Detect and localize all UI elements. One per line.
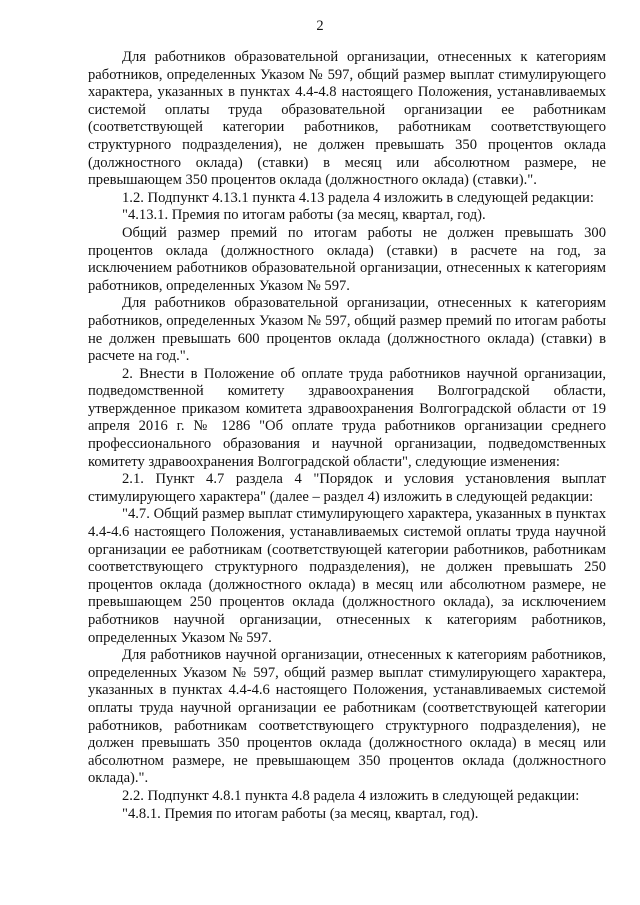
paragraph: Для работников научной организации, отнесенных к категориям работников, определенных Указом № 597, общий размер выплат стимулирующего характера, указанных в пунктах 4.4-4.6 настоящего Положения, устанавливаемых системой оплаты труда научной организации ее работникам (соответствующей категории работников, работникам соответствующего структурного подразделения), не должен превышать 350 процентов оклада (должностного оклада) в месяц или абсолютном размере, не превышающем 350 процентов оклада (должностного оклада).". bbox=[88, 647, 606, 787]
paragraph: 2. Внести в Положение об оплате труда работников научной организации, подведомственной комитету здравоохранения Волгоградской области, утвержденное приказом комитета здравоохранения Волгоградской области от 19 апреля 2016 г. № 1286 "Об оплате труда работников организации среднего профессионального образования и научной организации, подведомственных комитету здравоохранения Волгоградской области", следующие изменения: bbox=[88, 365, 606, 470]
paragraph: 2.2. Подпункт 4.8.1 пункта 4.8 радела 4 изложить в следующей редакции: bbox=[122, 787, 580, 804]
paragraph: "4.8.1. Премия по итогам работы (за месяц, квартал, год). bbox=[122, 805, 479, 822]
paragraph: Общий размер премий по итогам работы не должен превышать 300 процентов оклада (должностного оклада) (ставки) в расчете на год, за исключением работников образовательной организации, отнесенных к категориям работников, определенных Указом № 597. bbox=[88, 224, 606, 294]
document-body bbox=[88, 49, 606, 823]
paragraph: "4.13.1. Премия по итогам работы (за месяц, квартал, год). bbox=[122, 207, 486, 224]
paragraph: Для работников образовательной организации, отнесенных к категориям работников, определенных Указом № 597, общий размер выплат стимулирующего характера, указанных в пунктах 4.4-4.8 настоящего Положения, устанавливаемых системой оплаты труда образовательной организации ее работникам (соответствующей категории работников, работникам соответствующего структурного подразделения), не должен превышать 350 процентов оклада (должностного оклада) (ставки) в месяц или абсолютном размере, не превышающем 350 процентов оклада (должностного оклада) (ставки).". bbox=[88, 49, 606, 189]
paragraph: "4.7. Общий размер выплат стимулирующего характера, указанных в пунктах 4.4-4.6 настоящего Положения, устанавливаемых системой оплаты труда научной организации ее работникам (соответствующей категории работников, работникам соответствующего структурного подразделения), не должен превышать 250 процентов оклада (должностного оклада) в месяц или абсолютном размере, не превышающем 250 процентов оклада (должностного оклада), за исключением работников научной организации, отнесенных к категориям работников, определенных Указом № 597. bbox=[88, 506, 606, 646]
paragraph: Для работников образовательной организации, отнесенных к категориям работников, определенных Указом № 597, общий размер премий по итогам работы не должен превышать 600 процентов оклада (должностного оклада) (ставки) в расчете на год.". bbox=[88, 295, 606, 365]
paragraph: 1.2. Подпункт 4.13.1 пункта 4.13 радела 4 изложить в следующей редакции: bbox=[122, 189, 594, 206]
page-number: 2 bbox=[316, 18, 324, 34]
paragraph: 2.1. Пункт 4.7 раздела 4 "Порядок и условия установления выплат стимулирующего характера" (далее – раздел 4) изложить в следующей редакции: bbox=[88, 471, 606, 505]
